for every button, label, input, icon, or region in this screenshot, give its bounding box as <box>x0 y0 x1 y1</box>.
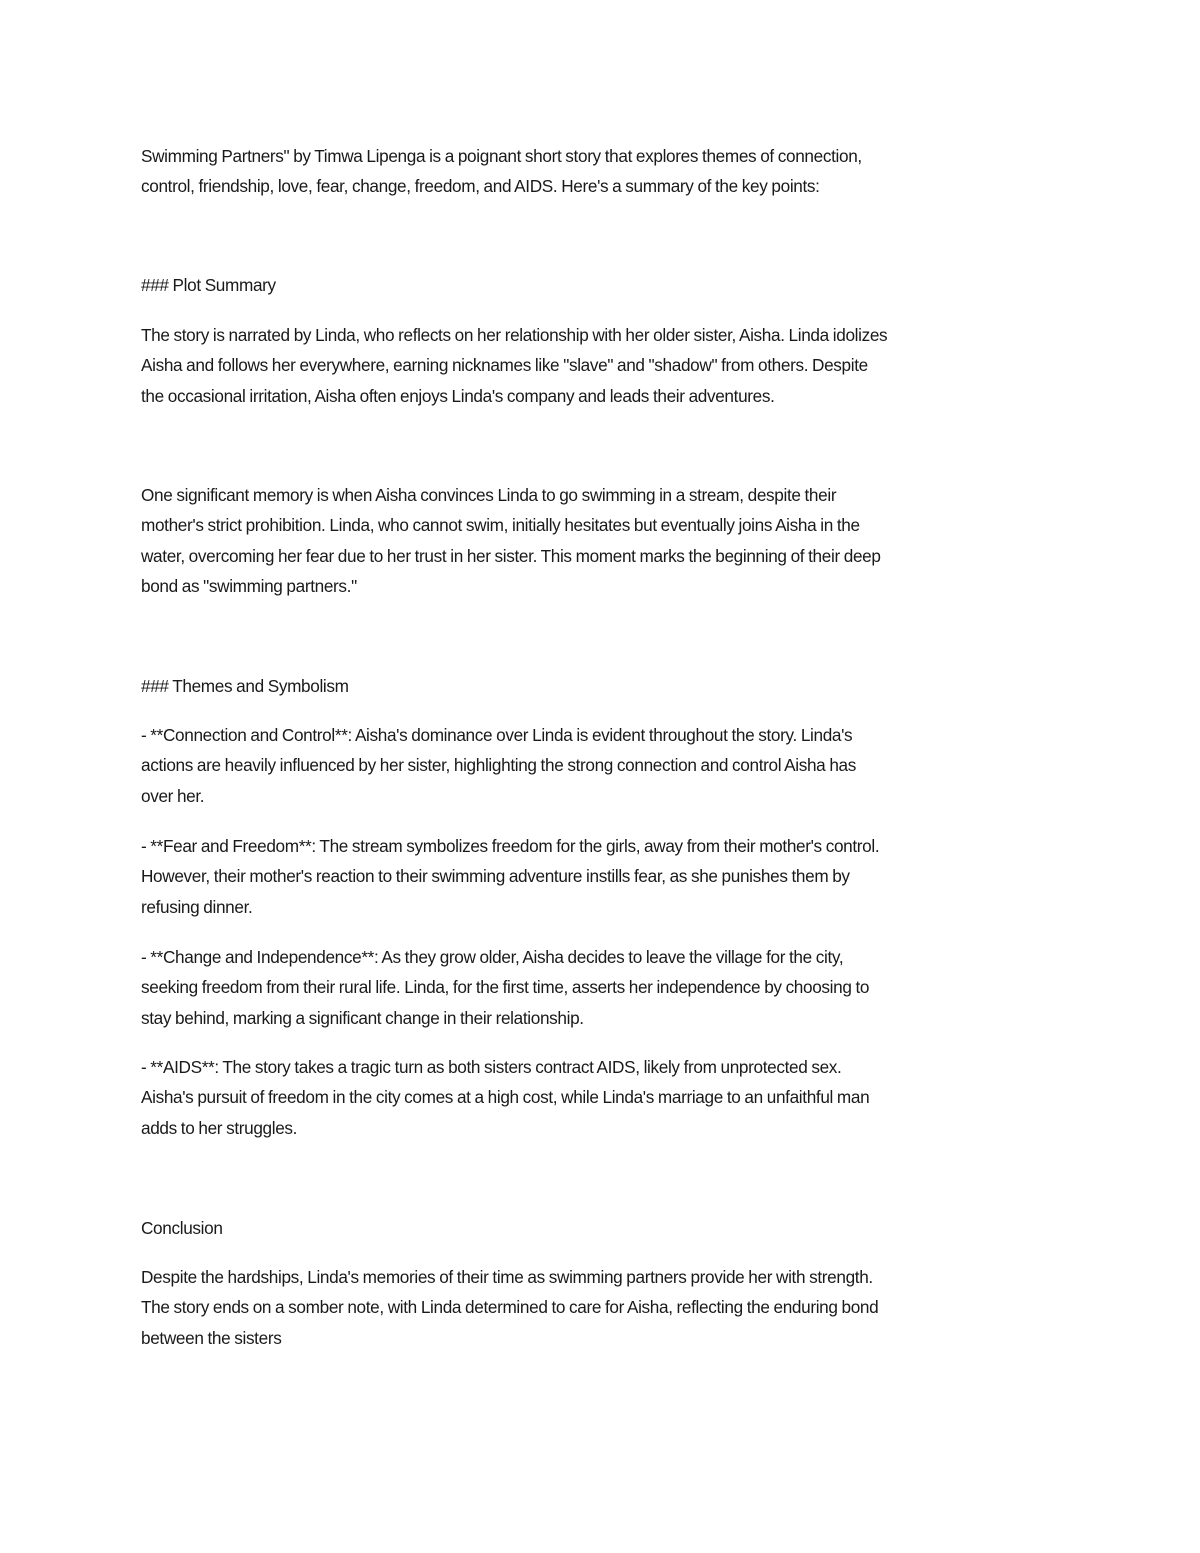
text-line: The story is narrated by Linda, who reflects on her relationship with her older sister, Aisha. Linda idolizes <box>141 325 888 345</box>
heading-text: Conclusion <box>141 1218 223 1238</box>
text-line: actions are heavily influenced by her sister, highlighting the strong connection and control Aisha has <box>141 755 856 776</box>
text-line: The story ends on a somber note, with Linda determined to care for Aisha, reflecting the enduring bond <box>141 1297 879 1318</box>
plot-paragraph-2 <box>141 480 1081 601</box>
conclusion-paragraph <box>141 1262 1081 1353</box>
text-line: over her. <box>141 785 205 806</box>
theme-fear-and-freedom <box>141 831 1081 922</box>
text-line: - **AIDS**: The story takes a tragic turn as both sisters contract AIDS, likely from unprotected sex. <box>141 1057 842 1077</box>
text-line: adds to her struggles. <box>141 1117 298 1138</box>
text-line: water, overcoming her fear due to her trust in her sister. This moment marks the beginning of their deep <box>141 545 881 566</box>
intro-paragraph <box>141 141 1081 202</box>
text-line: Aisha and follows her everywhere, earning nicknames like "slave" and "shadow" from others. Despite <box>141 355 868 376</box>
plot-paragraph-1 <box>141 320 1081 411</box>
text-line: the occasional irritation, Aisha often enjoys Linda's company and leads their adventures. <box>141 385 775 406</box>
text-line: - **Fear and Freedom**: The stream symbolizes freedom for the girls, away from their mother's control. <box>141 836 880 856</box>
themes-heading <box>141 671 1081 701</box>
conclusion-heading <box>141 1213 1081 1243</box>
text-line: One significant memory is when Aisha convinces Linda to go swimming in a stream, despite their <box>141 485 837 505</box>
text-line: However, their mother's reaction to their swimming adventure instills fear, as she punishes them by <box>141 866 850 887</box>
text-line: stay behind, marking a significant change in their relationship. <box>141 1007 584 1028</box>
text-line: between the sisters <box>141 1327 282 1348</box>
text-line: Swimming Partners" by Timwa Lipenga is a poignant short story that explores themes of connection, <box>141 146 862 166</box>
text-line: control, friendship, love, fear, change, freedom, and AIDS. Here's a summary of the key points: <box>141 176 820 197</box>
text-line: Aisha's pursuit of freedom in the city comes at a high cost, while Linda's marriage to an unfaithful man <box>141 1087 870 1108</box>
text-line: seeking freedom from their rural life. Linda, for the first time, asserts her independence by choosing to <box>141 977 870 998</box>
plot-summary-heading <box>141 270 1081 300</box>
text-line: refusing dinner. <box>141 896 253 917</box>
theme-change-and-independence <box>141 942 1081 1033</box>
text-line: bond as "swimming partners." <box>141 575 357 596</box>
text-line: - **Connection and Control**: Aisha's dominance over Linda is evident throughout the story. Linda's <box>141 725 853 745</box>
heading-text: ### Plot Summary <box>141 275 276 295</box>
text-line: Despite the hardships, Linda's memories of their time as swimming partners provide her with strength. <box>141 1267 873 1287</box>
theme-connection-and-control <box>141 720 1081 811</box>
heading-text: ### Themes and Symbolism <box>141 676 349 696</box>
theme-aids <box>141 1052 1081 1143</box>
text-line: - **Change and Independence**: As they grow older, Aisha decides to leave the village for the city, <box>141 947 844 967</box>
text-line: mother's strict prohibition. Linda, who cannot swim, initially hesitates but eventually joins Aisha in the <box>141 515 860 536</box>
